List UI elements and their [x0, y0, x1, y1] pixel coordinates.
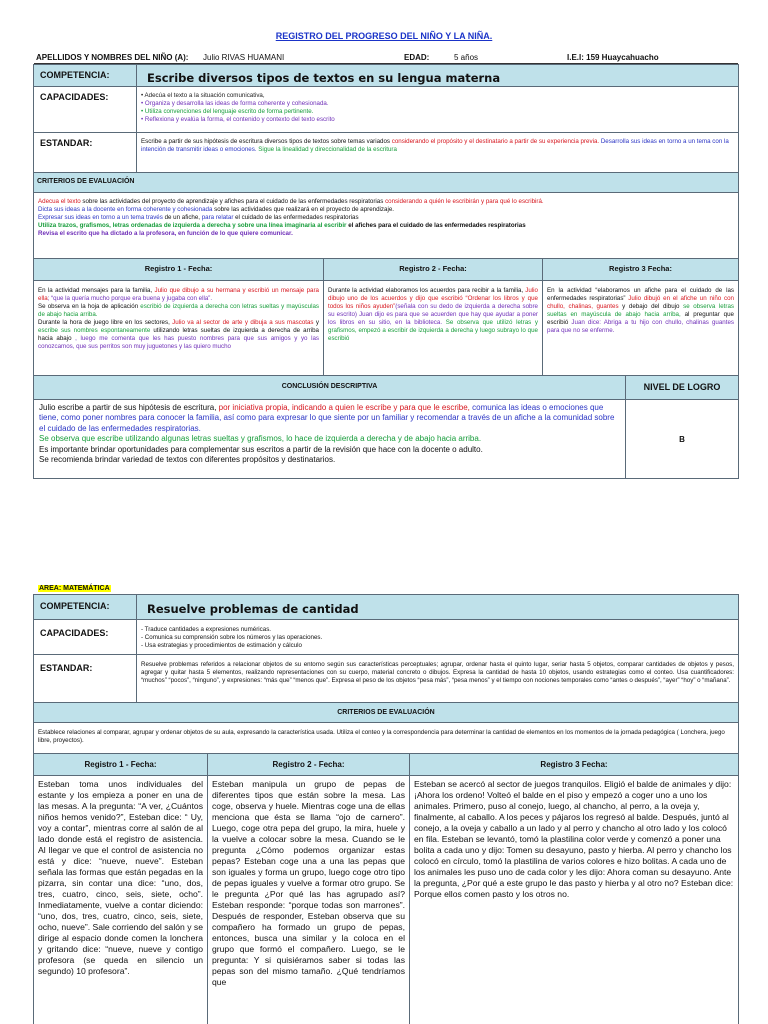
estandar-text: Resuelve problemas referidos a relacionar objetos de su entorno según sus características perceptuales; agrupar, ordenar hasta el quinto lugar, seriar hasta 5 objetos, comparar cantidades de objetos y pesos, agregar y quitar hasta 5 elementos, realizando representaciones con su cuerpo, material concreto o dibujos. Expresa la cantidad de hasta 10 objetos, usando estrategias como el conteo. Usa cuantificadores: “muchos” “pocos”, “ninguno”, y expresiones: “más que” “menos que”. Expresa el peso de los objetos “pesa más”, “pesa menos” y el tiempo con nociones temporales como “antes o después”, “ayer” “hoy” o “mañana”.: [137, 655, 739, 703]
registro-1-header: Registro 1 - Fecha:: [34, 259, 324, 281]
record-text: (señala con su dedo de izquierda a derecha sobre su escrito): [328, 303, 538, 319]
conclusion-part: Julio escribe a partir de sus hipótesis de escritura,: [39, 403, 219, 412]
record-text: escribe sus nombres espontaneamente: [38, 327, 151, 335]
record-text: y: [313, 319, 319, 327]
capacidad-item: • Adecúa el texto a la situación comunicativa,: [141, 92, 265, 99]
record-text: Julio que dibujo a su hermana y escribió un mensaje para ella: [38, 287, 319, 303]
estandar-part: Escribe a partir de sus hipótesis de escritura diversos tipos de textos sobre temas variados: [141, 138, 392, 145]
competencia-value: Escribe diversos tipos de textos en su lengua materna: [137, 65, 739, 87]
record-text: En la actividad mensajes para la familia,: [38, 287, 155, 294]
capacidad-item: • Organiza y desarrolla las ideas de forma coherente y cohesionada.: [141, 100, 329, 108]
criterios-label: CRITERIOS DE EVALUACIÓN: [34, 703, 739, 723]
capacidades-list: [137, 87, 739, 133]
record-text: Durante la hora de juego libre en los sectores,: [38, 319, 173, 327]
capacidades-label: CAPACIDADES:: [34, 620, 137, 655]
conclusion-part: por iniciativa propia, indicando a quien le escribe y para que le escribe,: [218, 403, 473, 412]
record-text: Juan dice: Abriga a tu hijo con chullo, chalinas guantes para que no se enferme.: [547, 319, 734, 335]
conclusion-part: Se observa que escribe utilizando algunas letras sueltas y grafismos, lo hace de izquierda a derecha y de abajo hacia arriba.: [39, 434, 482, 444]
estandar-part: Sigue la linealidad y direccionalidad de la escritura: [258, 146, 397, 154]
record-text: Durante la actividad elaboramos los acuerdos para recibir a la familia,: [328, 287, 526, 294]
criterio-text: Revisa el escrito que ha dictado a la profesora, en función de lo que quiere comunicar.: [38, 230, 293, 238]
registro-3-text: [543, 281, 739, 376]
document-title: REGISTRO DEL PROGRESO DEL NIÑO Y LA NIÑA.: [275, 31, 493, 41]
record-text: Se observa que utilizó letras y grafismos, empezó a escribir de izquierda a derecha y luego subrayo lo que escribió: [328, 319, 538, 343]
criterio-text: Utiliza trazos, grafismos, letras ordenadas de izquierda a derecha y sobre una línea imaginaria al escribir: [38, 222, 347, 230]
conclusion-text: [34, 400, 626, 479]
criterio-text: Adecua el texto: [38, 198, 81, 205]
estandar-part: considerando el propósito y el destinatario a partir de su experiencia previa.: [391, 138, 601, 145]
capacidad-item: - Traduce cantidades a expresiones numéricas.: [141, 626, 272, 633]
criterio-text: Dicta sus ideas a la docente en forma coherente y cohesionada: [38, 206, 213, 214]
criterio-text: el afiches para el cuidado de las enfermedades respiratorias: [346, 222, 526, 230]
registro-2-header: Registro 2 - Fecha:: [324, 259, 543, 281]
name-label: APELLIDOS Y NOMBRES DEL NIÑO (A):: [36, 53, 189, 62]
capacidad-item: • Reflexiona y evalúa la forma, el contenido y contexto del texto escrito: [141, 116, 335, 124]
criterio-text: sobre las actividades del proyecto de aprendizaje y afiches para el cuidado de las enfermedades respiratorias: [80, 198, 386, 205]
record-text: al preguntar que escribió: [547, 311, 734, 327]
record-text: se observa letras sueltas en mayúscula de abajo hacia arriba,: [547, 303, 735, 319]
capacidad-item: - Comunica su comprensión sobre los números y las operaciones.: [141, 634, 323, 642]
criterio-text: considerando a quién le escribirán y para qué lo escribirá.: [385, 198, 544, 205]
school-name: I.E.I: 159 Huaycahuacho: [567, 53, 659, 62]
nivel-label: NIVEL DE LOGRO: [626, 376, 739, 400]
registro-2-text: Esteban manipula un grupo de pepas de diferentes tipos que están sobre la mesa. Las coge, observa y huele. Mientras coge una de ellas menciona que ésta se llama “ojo de carnero”. Luego, coge otra pepa del grupo, la mira, huele y la vuelve a colocar sobre la mesa. Cuando se le pregunta ¿Cómo podemos organizar estas pepas? Esteban coge una a una las pepas que son iguales y forma un grupo, luego coge otro tipo de pepas iguales y vuelve a formar otro grupo. Se le pregunta ¿Por qué las has agrupado así? Esteban responde: “porque todas son marrones”. Después de responder, Esteban observa que su compañero ha formado un grupo de pepas, entonces, busca una similar y la coloca en el grupo que formó el compañero. Luego, se le pregunta: Y si quisiéramos saber si todas las pepas son del mismo tamaño. ¿Qué tendríamos que: [208, 776, 410, 1024]
criterio-text: para relatar: [201, 214, 234, 222]
competencia-label: COMPETENCIA:: [34, 65, 137, 87]
capacidades-label: CAPACIDADES:: [34, 87, 137, 133]
criterio-text: de un afiche,: [162, 214, 202, 222]
registro-1-text: [34, 281, 324, 376]
conclusion-part: Se recomienda brindar variedad de textos con diferentes propósitos y destinatarios.: [39, 454, 336, 464]
registro-1-text: Esteban toma unos individuales del estante y los empieza a poner en una de las mesas. A la pregunta: “A ver, ¿Cuántos niños hemos venido?”, Esteban dice: “ Uy, voy a contar”, mientras corre al salón de al lado donde está el registro de asistencia. Al llegar ve que el control de asistencia no está y dice: “nueve, nueve”. Esteban señala las formas que están pegadas en la pizarra, sin contar una dice: “uno, dos, tres, cuatro, cinco, seis, siete, ocho”. Inmediatamente, vuelve a contar diciendo: “uno, dos, tres, cuatro, cinco, seis, siete, ocho, nueve”. Sale corriendo del salón y se dirige al espacio donde comen la lonchera y gritando dice: “nueve, nueve y contigo profesora (se queda en silencio un segundo) 10 profesora”.: [34, 776, 208, 1024]
criterio-text: el cuidado de las enfermedades respiratorias: [233, 214, 359, 222]
estandar-label: ESTANDAR:: [34, 655, 137, 703]
record-text: Julio va al sector de arte y dibuja a sus mascotas: [172, 319, 314, 327]
math-table: [33, 594, 739, 1024]
capacidad-item: • Utiliza convenciones del lenguaje escrito de forma pertinente.: [141, 108, 314, 116]
registro-2-header: Registro 2 - Fecha:: [208, 754, 410, 776]
record-text: escribió de izquierda a derecha con letras sueltas y mayúsculas de abajo hacia arriba.: [38, 303, 319, 319]
estandar-label: ESTANDAR:: [34, 133, 137, 173]
competencia-label: COMPETENCIA:: [34, 595, 137, 620]
registro-2-text: [324, 281, 543, 376]
criterio-text: Expresar sus ideas en torno a un tema través: [38, 214, 163, 222]
record-text: Julio dibujó en el afiche un niño con chullo, chalinas, guantes: [547, 295, 734, 311]
communication-table: [33, 64, 739, 479]
criterios-text: Establece relaciones al comparar, agrupar y ordenar objetos de su aula, expresando la característica usada. Utiliza el conteo y la correspondencia para determinar la cantidad de elementos en los momentos de la jornada pedagógica ( Lonchera, juego libre, proyectos).: [34, 723, 739, 754]
record-text: ; “que la quería mucho porque era buena y jugaba con ella”.: [47, 295, 213, 303]
record-text: Julio dibujo uno de los acuerdos y dijo que escribió “Ordenar los libros y que todos los niños ayuden”: [328, 287, 538, 311]
record-text: utilizando letras sueltas de izquierda a derecha de arriba hacia abajo: [38, 327, 319, 343]
registro-3-header: Registro 3 Fecha:: [410, 754, 739, 776]
registro-3-text: Esteban se acercó al sector de juegos tranquilos. Eligió el balde de animales y dijo: ¡Ahora los ordeno! Volteó el balde en el piso y empezó a coger uno a uno los animales. Primero, puso al conejo, luego, al chancho, al perro, a la oveja y, finalmente, al caballo. A los peces y pájaros los regresó al balde. Después, juntó al conejo, a la oveja y caballo a un lado y al perro y chancho al otro lado y los colocó en fila. Esteban se levantó, tomó la plastilina color verde y comenzó a poner una bolita a cada uno y dijo: Tomen su desayuno, pasto y hierba. Al perro y chancho los colocó en círculo, tomó la plastilina de varios colores e hizo bolitas. A cada uno de los animales les puso uno de cada color y les dijo: Ahora coman su desayuno. Ante la pregunta, ¿Por qué a este grupo le das pasto y hierba y al otro no? Esteban dice: Porque ellos comen pasto y los otros no.: [410, 776, 739, 1024]
name-value: Julio RIVAS HUAMANI: [203, 53, 285, 62]
record-text: y debajo del dibujo: [618, 303, 684, 311]
registro-3-header: Registro 3 Fecha:: [543, 259, 739, 281]
registro-1-header: Registro 1 - Fecha:: [34, 754, 208, 776]
capacidad-item: - Usa estrategias y procedimientos de estimación y cálculo: [141, 642, 302, 650]
criterios-label: CRITERIOS DE EVALUACIÓN: [34, 173, 739, 193]
age-label: EDAD:: [404, 53, 430, 62]
record-text: Se observa en la hoja de aplicación: [38, 303, 141, 311]
conclusion-part: comunica las ideas o emociones que tiene, como poner nombres para conocer la familia, así como para expresar lo que siente por un familiar y recomendar a través de un afiche a la comunidad sobre el cuidado de las enfermedades respiratorias.: [39, 403, 615, 433]
criterios-list: [34, 193, 739, 259]
estandar-part: Desarrolla sus ideas en torno a un tema con la intención de transmitir ideas o emociones.: [141, 138, 729, 154]
age-value: 5 años: [454, 53, 479, 62]
student-header: [34, 53, 738, 64]
record-text: , luego me comenta que les has puesto nombres para que sus amigos y yo las conozcamos, que sus perritos son muy juguetones y las quiero mucho: [38, 335, 320, 351]
estandar-text: [137, 133, 739, 173]
record-text: Juan dijo es para que se acuerden que hay que ayudar a poner los libros en su sitio, en la biblioteca.: [328, 311, 538, 327]
criterio-text: sobre las actividades que realizará en el proyecto de aprendizaje.: [212, 206, 395, 214]
capacidades-list: [137, 620, 739, 655]
nivel-value: B: [626, 400, 739, 479]
conclusion-label: CONCLUSIÓN DESCRIPTIVA: [34, 376, 626, 400]
record-text: En la actividad “elaboramos un afiche para el cuidado de las enfermedades respiratorias”: [547, 287, 734, 303]
competencia-value: Resuelve problemas de cantidad: [137, 595, 739, 620]
conclusion-part: Es importante brindar oportunidades para complementar sus escritos a partir de la revisión que hace con la docente o adulto.: [39, 444, 483, 454]
area-label: AREA: MATEMÁTICA: [39, 585, 110, 592]
